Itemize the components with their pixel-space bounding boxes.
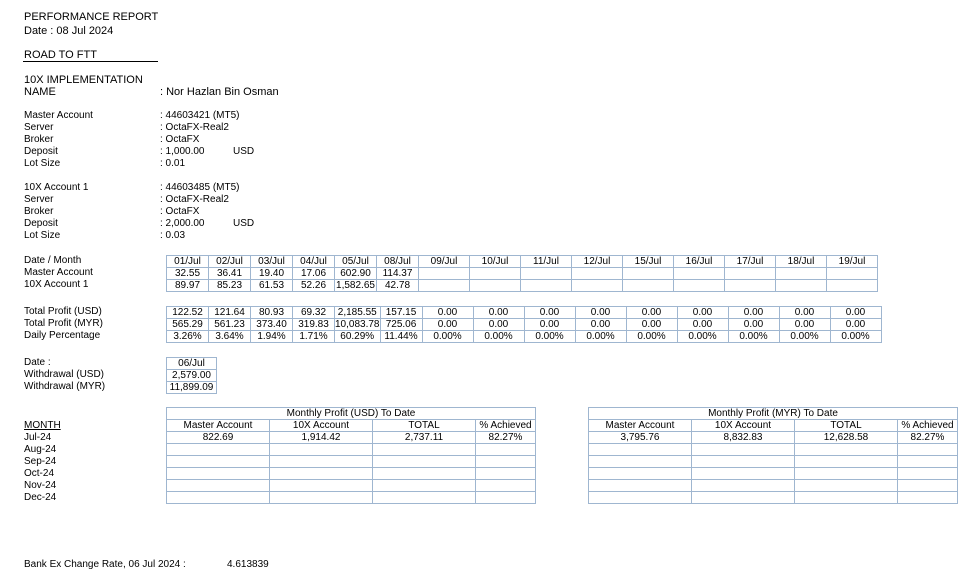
total-usd-cell: 80.93 — [251, 307, 293, 319]
usd-total-cell — [373, 456, 476, 468]
master-profit-cell: 602.90 — [335, 268, 377, 280]
master-profit-cell — [623, 268, 674, 280]
month-header: MONTH — [24, 420, 61, 431]
withdrawal-date-cell: 06/Jul — [167, 358, 217, 370]
myr-tenx-cell — [692, 480, 795, 492]
date-cell: 19/Jul — [827, 256, 878, 268]
myr-total-cell — [795, 444, 898, 456]
tenx-broker-value: : OctaFX — [160, 206, 200, 217]
total-myr-cell: 0.00 — [728, 319, 779, 331]
myr-tenx-cell — [692, 456, 795, 468]
total-usd-cell: 2,185.55 — [335, 307, 381, 319]
usd-tenx-cell — [270, 492, 373, 504]
usd-total-cell — [373, 444, 476, 456]
myr-tenx-cell — [692, 468, 795, 480]
date-cell: 04/Jul — [293, 256, 335, 268]
percentage-cell: 60.29% — [335, 331, 381, 343]
myr-achieved-cell — [898, 480, 958, 492]
table-row — [167, 444, 536, 456]
percentage-cell: 0.00% — [626, 331, 677, 343]
date-cell: 01/Jul — [167, 256, 209, 268]
percentage-cell: 0.00% — [524, 331, 575, 343]
myr-achieved-cell — [898, 492, 958, 504]
total-usd-cell: 0.00 — [473, 307, 524, 319]
daily-master-row — [167, 268, 878, 280]
table-row — [167, 468, 536, 480]
total-myr-cell: 0.00 — [524, 319, 575, 331]
myr-tenx-cell — [692, 492, 795, 504]
exchange-rate-value: 4.613839 — [227, 559, 269, 570]
date-cell: 08/Jul — [377, 256, 419, 268]
month-label: Sep-24 — [24, 456, 57, 467]
percentage-cell: 0.00% — [422, 331, 473, 343]
table-row — [589, 456, 958, 468]
master-broker-value: : OctaFX — [160, 134, 200, 145]
tenx-profit-cell: 42.78 — [377, 280, 419, 292]
usd-achieved-cell — [476, 492, 536, 504]
monthly-usd-title: Monthly Profit (USD) To Date — [167, 408, 536, 420]
table-row — [167, 492, 536, 504]
percentage-cell: 3.64% — [209, 331, 251, 343]
total-usd-cell: 122.52 — [167, 307, 209, 319]
date-cell: 17/Jul — [725, 256, 776, 268]
name-label: NAME — [24, 86, 56, 98]
daily-row-labels — [24, 255, 93, 291]
percentage-cell: 0.00% — [473, 331, 524, 343]
exchange-rate-label: Bank Ex Change Rate, 06 Jul 2024 : — [24, 559, 186, 570]
withdrawal-myr-label: Withdrawal (MYR) — [24, 381, 106, 392]
report-date: Date : 08 Jul 2024 — [24, 25, 114, 37]
daily-table — [166, 255, 878, 292]
table-row — [589, 432, 958, 444]
totals-row-labels — [24, 306, 103, 342]
master-lotsize-value: : 0.01 — [160, 158, 186, 169]
table-row — [589, 480, 958, 492]
master-account-label: Master Account — [24, 110, 93, 121]
myr-achieved-cell — [898, 468, 958, 480]
tenx-server-value: : OctaFX-Real2 — [160, 194, 229, 205]
withdrawal-myr-cell: 11,899.09 — [167, 382, 217, 394]
master-profit-cell: 32.55 — [167, 268, 209, 280]
monthly-usd-table — [166, 407, 536, 504]
total-myr-cell: 565.29 — [167, 319, 209, 331]
name-value: : Nor Hazlan Bin Osman — [160, 86, 279, 98]
tenx-profit-cell: 1,582.65 — [336, 280, 375, 291]
percentage-cell: 11.44% — [380, 331, 422, 343]
column-header: % Achieved — [476, 420, 536, 432]
myr-tenx-cell: 8,832.83 — [692, 432, 795, 444]
master-profit-cell: 36.41 — [209, 268, 251, 280]
master-profit-cell — [521, 268, 572, 280]
monthly-myr-title: Monthly Profit (MYR) To Date — [589, 408, 958, 420]
total-myr-row — [167, 319, 882, 331]
tenx-broker-label: Broker — [24, 206, 54, 217]
total-myr-cell: 561.23 — [209, 319, 251, 331]
percentage-cell: 0.00% — [830, 331, 881, 343]
master-profit-cell — [725, 268, 776, 280]
column-header: 10X Account — [692, 420, 795, 432]
percentage-cell: 1.71% — [293, 331, 335, 343]
month-label: Jul-24 — [24, 432, 52, 443]
date-cell: 11/Jul — [521, 256, 572, 268]
myr-master-cell — [589, 456, 692, 468]
total-usd-cell: 0.00 — [728, 307, 779, 319]
master-profit-cell — [470, 268, 521, 280]
total-myr-cell: 0.00 — [677, 319, 728, 331]
master-profit-cell — [776, 268, 827, 280]
total-myr-cell: 0.00 — [779, 319, 830, 331]
total-myr-cell: 319.83 — [293, 319, 335, 331]
tenx-profit-cell: 89.97 — [167, 280, 209, 292]
date-cell: 02/Jul — [209, 256, 251, 268]
monthly-usd-header-row — [167, 420, 536, 432]
tenx-deposit-currency: USD — [233, 218, 255, 229]
master-broker-label: Broker — [24, 134, 54, 145]
master-deposit-label: Deposit — [24, 146, 58, 157]
date-month-label: Date / Month — [24, 255, 82, 266]
master-account-values — [160, 110, 240, 170]
total-myr-cell: 0.00 — [422, 319, 473, 331]
percentage-cell: 0.00% — [728, 331, 779, 343]
date-cell: 05/Jul — [335, 256, 377, 268]
myr-total-cell: 12,628.58 — [795, 432, 898, 444]
withdrawal-labels — [24, 357, 105, 393]
date-cell: 10/Jul — [470, 256, 521, 268]
tenx-profit-cell — [674, 280, 725, 292]
tenx-profit-cell: 61.53 — [251, 280, 293, 292]
usd-total-cell — [373, 492, 476, 504]
master-server-label: Server — [24, 122, 54, 133]
usd-achieved-cell — [476, 456, 536, 468]
column-header: Master Account — [589, 420, 692, 432]
month-label: Nov-24 — [24, 480, 57, 491]
master-lotsize-label: Lot Size — [24, 158, 61, 169]
myr-total-cell — [795, 492, 898, 504]
month-labels — [24, 432, 56, 504]
percentage-cell: 3.26% — [167, 331, 209, 343]
myr-achieved-cell: 82.27% — [898, 432, 958, 444]
daily-dates-row — [167, 256, 878, 268]
usd-master-cell — [167, 456, 270, 468]
myr-master-cell — [589, 492, 692, 504]
column-header: 10X Account — [270, 420, 373, 432]
month-label: Oct-24 — [24, 468, 55, 479]
daily-tenx-row — [167, 280, 878, 292]
total-myr-cell: 0.00 — [626, 319, 677, 331]
tenx-profit-cell — [521, 280, 572, 292]
usd-tenx-cell — [270, 468, 373, 480]
usd-tenx-cell: 1,914.42 — [270, 432, 373, 444]
master-profit-cell: 17.06 — [293, 268, 335, 280]
usd-achieved-cell — [476, 468, 536, 480]
master-profit-cell — [827, 268, 878, 280]
implementation-label: 10X IMPLEMENTATION — [24, 74, 143, 86]
tenx-profit-cell — [623, 280, 674, 292]
tenx-deposit-value: : 2,000.00 — [160, 218, 205, 229]
monthly-myr-header-row — [589, 420, 958, 432]
table-row — [167, 456, 536, 468]
master-deposit-currency: USD — [233, 146, 255, 157]
percentage-cell: 1.94% — [251, 331, 293, 343]
total-myr-cell: 0.00 — [473, 319, 524, 331]
usd-achieved-cell — [476, 480, 536, 492]
total-myr-cell: 0.00 — [575, 319, 626, 331]
tenx-profit-cell — [470, 280, 521, 292]
total-usd-cell: 0.00 — [830, 307, 881, 319]
usd-master-cell: 822.69 — [167, 432, 270, 444]
master-account-labels — [24, 110, 93, 170]
total-myr-cell: 725.06 — [380, 319, 422, 331]
total-usd-cell: 121.64 — [209, 307, 251, 319]
total-usd-cell: 0.00 — [524, 307, 575, 319]
total-usd-cell: 0.00 — [422, 307, 473, 319]
usd-total-cell — [373, 468, 476, 480]
master-server-value: : OctaFX-Real2 — [160, 122, 229, 133]
total-usd-cell: 0.00 — [626, 307, 677, 319]
total-myr-cell: 10,083.78 — [335, 319, 380, 330]
total-usd-label: Total Profit (USD) — [24, 306, 102, 317]
tenx-account-label: 10X Account 1 — [24, 182, 89, 193]
total-usd-cell: 0.00 — [575, 307, 626, 319]
table-row — [589, 444, 958, 456]
report-title: PERFORMANCE REPORT — [24, 11, 159, 23]
daily-percentage-row — [167, 331, 882, 343]
date-cell: 03/Jul — [251, 256, 293, 268]
percentage-cell: 0.00% — [779, 331, 830, 343]
total-usd-cell: 157.15 — [380, 307, 422, 319]
month-label: Aug-24 — [24, 444, 57, 455]
tenx-profit-cell — [776, 280, 827, 292]
monthly-myr-table — [588, 407, 958, 504]
tenx-account-labels — [24, 182, 89, 242]
tenx-account-values — [160, 182, 240, 242]
withdrawal-date-label: Date : — [24, 357, 51, 368]
usd-tenx-cell — [270, 480, 373, 492]
tenx-profit-cell — [827, 280, 878, 292]
date-cell: 15/Jul — [623, 256, 674, 268]
column-header: Master Account — [167, 420, 270, 432]
master-profit-cell — [674, 268, 725, 280]
usd-total-cell — [373, 480, 476, 492]
usd-master-cell — [167, 468, 270, 480]
column-header: % Achieved — [898, 420, 958, 432]
withdrawal-table — [166, 357, 217, 394]
daily-master-label: Master Account — [24, 267, 93, 278]
withdrawal-usd-cell: 2,579.00 — [167, 370, 217, 382]
column-header: TOTAL — [373, 420, 476, 432]
total-myr-cell: 373.40 — [251, 319, 293, 331]
total-usd-cell: 0.00 — [779, 307, 830, 319]
total-myr-label: Total Profit (MYR) — [24, 318, 103, 329]
master-profit-cell — [572, 268, 623, 280]
column-header: TOTAL — [795, 420, 898, 432]
usd-tenx-cell — [270, 444, 373, 456]
master-profit-cell — [419, 268, 470, 280]
myr-master-cell — [589, 468, 692, 480]
date-cell: 12/Jul — [572, 256, 623, 268]
tenx-account-value: : 44603485 (MT5) — [160, 182, 240, 193]
total-myr-cell: 0.00 — [830, 319, 881, 331]
total-usd-row — [167, 307, 882, 319]
myr-total-cell — [795, 480, 898, 492]
tenx-profit-cell — [725, 280, 776, 292]
myr-master-cell — [589, 444, 692, 456]
myr-achieved-cell — [898, 456, 958, 468]
section-title: ROAD TO FTT — [24, 49, 97, 61]
usd-master-cell — [167, 480, 270, 492]
withdrawal-usd-label: Withdrawal (USD) — [24, 369, 105, 380]
percentage-cell: 0.00% — [677, 331, 728, 343]
date-cell: 18/Jul — [776, 256, 827, 268]
myr-master-cell: 3,795.76 — [589, 432, 692, 444]
usd-achieved-cell — [476, 444, 536, 456]
usd-total-cell: 2,737.11 — [373, 432, 476, 444]
master-deposit-value: : 1,000.00 — [160, 146, 205, 157]
tenx-profit-cell: 85.23 — [209, 280, 251, 292]
month-label: Dec-24 — [24, 492, 57, 503]
tenx-server-label: Server — [24, 194, 54, 205]
myr-total-cell — [795, 456, 898, 468]
myr-achieved-cell — [898, 444, 958, 456]
tenx-lotsize-label: Lot Size — [24, 230, 61, 241]
section-underline — [23, 61, 158, 62]
total-usd-cell: 69.32 — [293, 307, 335, 319]
percentage-cell: 0.00% — [575, 331, 626, 343]
myr-total-cell — [795, 468, 898, 480]
tenx-lotsize-value: : 0.03 — [160, 230, 186, 241]
table-row — [167, 480, 536, 492]
tenx-deposit-label: Deposit — [24, 218, 58, 229]
tenx-profit-cell — [572, 280, 623, 292]
tenx-profit-cell: 52.26 — [293, 280, 335, 292]
myr-master-cell — [589, 480, 692, 492]
table-row — [167, 432, 536, 444]
usd-master-cell — [167, 492, 270, 504]
daily-tenx-label: 10X Account 1 — [24, 279, 89, 290]
usd-master-cell — [167, 444, 270, 456]
myr-tenx-cell — [692, 444, 795, 456]
date-cell: 09/Jul — [419, 256, 470, 268]
table-row — [589, 492, 958, 504]
usd-tenx-cell — [270, 456, 373, 468]
usd-achieved-cell: 82.27% — [476, 432, 536, 444]
date-cell: 16/Jul — [674, 256, 725, 268]
tenx-profit-cell — [419, 280, 470, 292]
master-profit-cell: 19.40 — [251, 268, 293, 280]
totals-table — [166, 306, 882, 343]
master-profit-cell: 114.37 — [377, 268, 419, 280]
master-account-value: : 44603421 (MT5) — [160, 110, 240, 121]
total-usd-cell: 0.00 — [677, 307, 728, 319]
table-row — [589, 468, 958, 480]
daily-percentage-label: Daily Percentage — [24, 330, 101, 341]
